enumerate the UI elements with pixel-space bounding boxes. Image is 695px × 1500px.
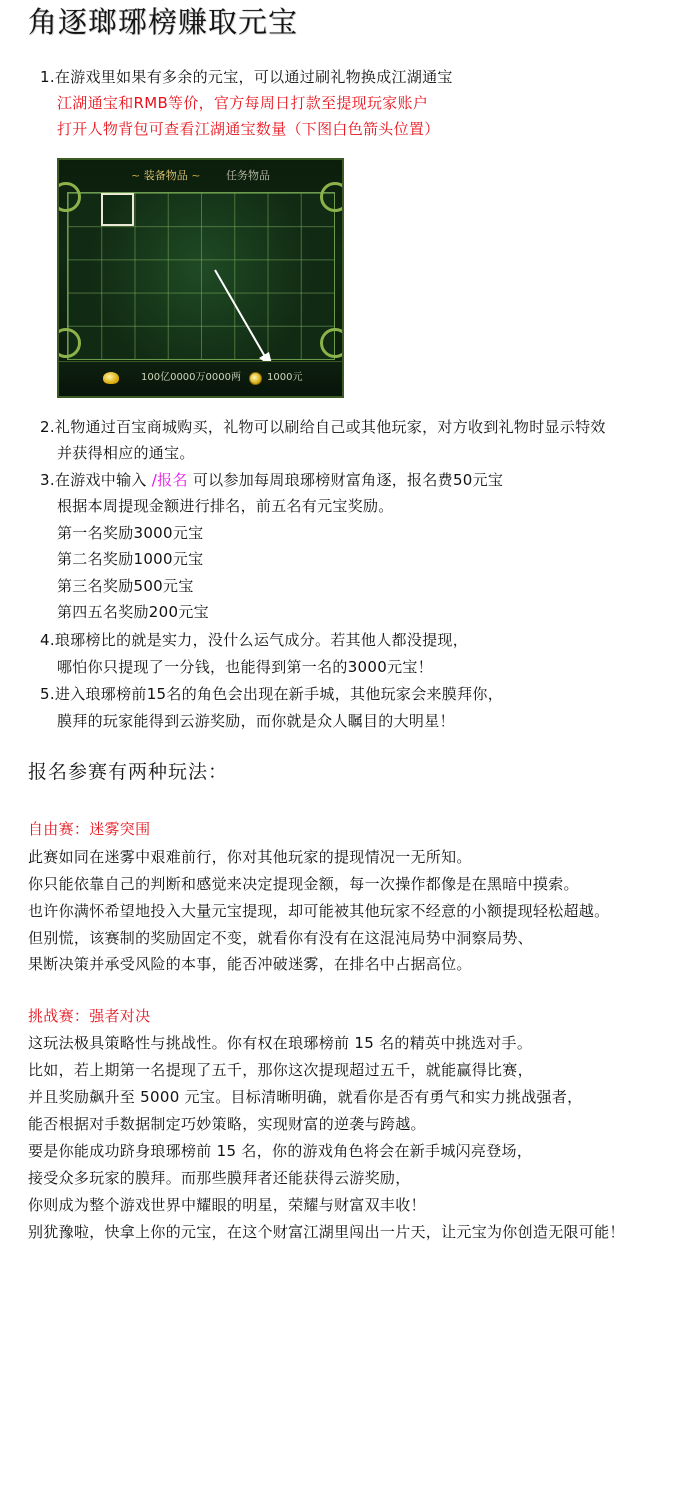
challenge-mode-line: 比如，若上期第一名提现了五千，那你这次提现超过五千，就能赢得比赛， — [28, 1061, 533, 1079]
rule-3-line-1 — [40, 467, 503, 493]
rule-4-line-2: 哪怕你只提现了一分钱，也能得到第一名的3000元宝！ — [57, 658, 433, 676]
rule-5-line-2: 膜拜的玩家能得到云游奖励，而你就是众人瞩目的大明星！ — [57, 712, 455, 730]
prize-first: 第一名奖励3000元宝 — [57, 524, 204, 542]
challenge-mode-line: 要是你能成功跻身琅琊榜前 15 名，你的游戏角色将会在新手城闪亮登场， — [28, 1142, 533, 1160]
tongbao-amount: 1000元 — [267, 372, 303, 383]
prize-second: 第二名奖励1000元宝 — [57, 550, 204, 568]
signup-command: /报名 — [151, 471, 188, 489]
tab-ornament-icon: ~ — [191, 169, 201, 182]
challenge-mode-line: 这玩法极具策略性与挑战性。你有权在琅琊榜前 15 名的精英中挑选对手。 — [28, 1034, 533, 1052]
intro-line-3: 打开人物背包可查看江湖通宝数量（下图白色箭头位置） — [57, 120, 440, 138]
inventory-panel — [57, 158, 344, 398]
modes-title: 报名参赛有两种玩法： — [28, 761, 229, 783]
intro-line-2: 江湖通宝和RMB等价，官方每周日打款至提现玩家账户 — [57, 94, 429, 112]
challenge-mode-title: 挑战赛：强者对决 — [28, 1007, 151, 1025]
challenge-mode-line: 接受众多玩家的膜拜。而那些膜拜者还能获得云游奖励， — [28, 1169, 411, 1187]
prize-fourth-fifth: 第四五名奖励200元宝 — [57, 603, 209, 621]
tab-ornament-icon: ~ — [131, 169, 141, 182]
inventory-footer — [59, 361, 342, 396]
rule-2-line-2: 并获得相应的通宝。 — [57, 444, 195, 462]
challenge-mode-line: 别犹豫啦，快拿上你的元宝，在这个财富江湖里闯出一片天，让元宝为你创造无限可能！ — [28, 1223, 625, 1241]
challenge-mode-line: 能否根据对手数据制定巧妙策略，实现财富的逆袭与跨越。 — [28, 1115, 426, 1133]
rule-5-line-1: 5.进入琅琊榜前15名的角色会出现在新手城，其他玩家会来膜拜你， — [40, 685, 504, 703]
free-mode-line: 也许你满怀希望地投入大量元宝提现，却可能被其他玩家不经意的小额提现轻松超越。 — [28, 902, 610, 920]
rule-2-line-1: 2.礼物通过百宝商城购买，礼物可以刷给自己或其他玩家，对方收到礼物时显示特效 — [40, 418, 606, 436]
coin-icon — [249, 372, 262, 385]
free-mode-line: 你只能依靠自己的判断和感觉来决定提现金额，每一次操作都像是在黑暗中摸索。 — [28, 875, 579, 893]
rule-3-prefix: 3.在游戏中输入 — [40, 471, 147, 489]
free-mode-title: 自由赛：迷雾突围 — [28, 820, 151, 838]
rule-3-line-2: 根据本周提现金额进行排名，前五名有元宝奖励。 — [57, 497, 394, 515]
tab-quest-items[interactable]: 任务物品 — [225, 169, 270, 182]
page-title: 角逐瑯琊榜赚取元宝 — [28, 5, 299, 39]
rule-3-suffix: 可以参加每周琅琊榜财富角逐，报名费50元宝 — [192, 471, 504, 489]
prize-third: 第三名奖励500元宝 — [57, 577, 194, 595]
challenge-mode-line: 你则成为整个游戏世界中耀眼的明星，荣耀与财富双丰收！ — [28, 1196, 426, 1214]
tab-equipment[interactable]: 装备物品 — [143, 169, 188, 182]
free-mode-line: 果断决策并承受风险的本事，能否冲破迷雾，在排名中占据高位。 — [28, 955, 472, 973]
free-mode-line: 但别慌，该赛制的奖励固定不变，就看你有没有在这混沌局势中洞察局势、 — [28, 929, 533, 947]
rule-4-line-1: 4.琅琊榜比的就是实力，没什么运气成分。若其他人都没提现， — [40, 631, 469, 649]
gold-ingot-icon — [103, 372, 119, 384]
money-amount: 100亿0000万0000两 — [141, 372, 241, 383]
intro-line-1: 1.在游戏里如果有多余的元宝，可以通过刷礼物换成江湖通宝 — [40, 68, 453, 86]
free-mode-line: 此赛如同在迷雾中艰难前行，你对其他玩家的提现情况一无所知。 — [28, 848, 472, 866]
challenge-mode-line: 并且奖励飙升至 5000 元宝。目标清晰明确，就看你是否有勇气和实力挑战强者， — [28, 1088, 583, 1106]
